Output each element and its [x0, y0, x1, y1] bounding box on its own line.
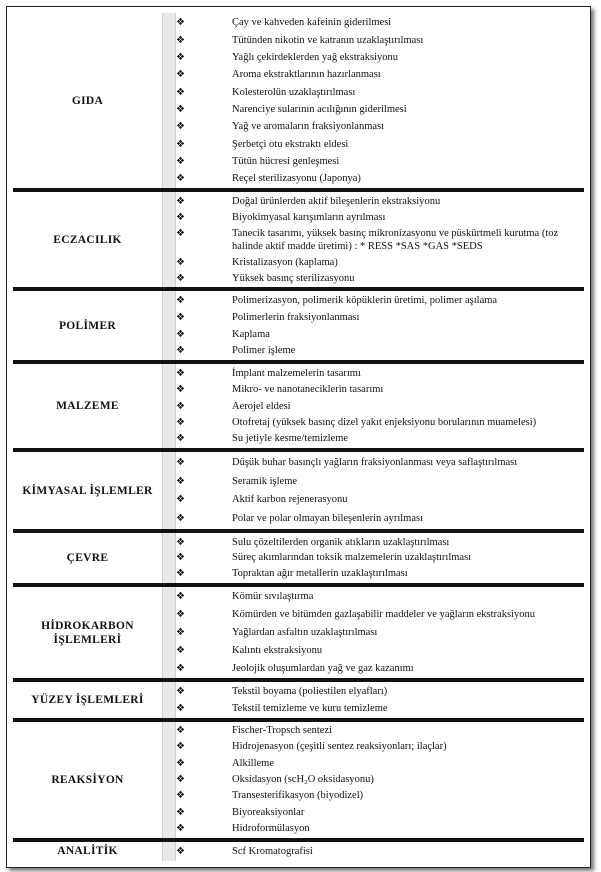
diamond-bullet-icon: ❖	[176, 367, 185, 379]
item-list	[176, 452, 584, 529]
diamond-bullet-icon: ❖	[176, 741, 185, 753]
diamond-bullet-icon: ❖	[176, 384, 185, 396]
diamond-bullet-icon: ❖	[176, 686, 185, 698]
diamond-bullet-icon: ❖	[176, 69, 185, 81]
diamond-bullet-icon: ❖	[176, 513, 185, 525]
item-text: Topraktan ağır metallerin uzaklaştırılması	[232, 568, 408, 580]
column-divider	[162, 452, 176, 529]
item-text: Narenciye sularının acılığının giderilmesi	[232, 103, 407, 115]
item-list	[176, 682, 584, 717]
list-item	[176, 724, 584, 737]
list-item	[176, 51, 584, 64]
list-item	[176, 311, 584, 324]
diamond-bullet-icon: ❖	[176, 494, 185, 506]
item-text: Çay ve kahveden kafeinin giderilmesi	[232, 17, 392, 29]
diamond-bullet-icon: ❖	[176, 757, 185, 769]
table-row	[13, 13, 584, 188]
category-label: YÜZEY İŞLEMLERİ	[31, 693, 144, 706]
diamond-bullet-icon: ❖	[176, 627, 185, 639]
list-item	[176, 172, 584, 185]
list-item	[176, 328, 584, 341]
list-item	[176, 227, 584, 253]
list-item	[176, 685, 584, 698]
list-item	[176, 155, 584, 168]
diamond-bullet-icon: ❖	[176, 591, 185, 603]
list-item	[176, 16, 584, 29]
diamond-bullet-icon: ❖	[176, 725, 185, 737]
item-text: Kömürden ve bitümden gazlaşabilir maddeler ve yağların ekstraksiyonu	[232, 609, 535, 621]
diamond-bullet-icon: ❖	[176, 173, 185, 185]
diamond-bullet-icon: ❖	[176, 552, 185, 564]
diamond-bullet-icon: ❖	[176, 211, 185, 223]
diamond-bullet-icon: ❖	[176, 17, 185, 29]
list-item	[176, 773, 584, 786]
list-item	[176, 662, 584, 675]
diamond-bullet-icon: ❖	[176, 806, 185, 818]
diamond-bullet-icon: ❖	[176, 311, 185, 323]
list-item	[176, 272, 584, 285]
category-label: MALZEME	[56, 400, 119, 413]
diamond-bullet-icon: ❖	[176, 227, 185, 239]
list-item	[176, 845, 584, 858]
item-list	[176, 533, 584, 583]
list-item	[176, 400, 584, 413]
item-text: Seramik işleme	[232, 475, 298, 487]
item-text: Tekstil boyama (poliestilen elyafları)	[232, 686, 388, 698]
diamond-bullet-icon: ❖	[176, 568, 185, 580]
item-text: Biyoreaksiyonlar	[232, 806, 305, 818]
diamond-bullet-icon: ❖	[176, 272, 185, 284]
list-item	[176, 68, 584, 81]
item-text: Aroma ekstraktlarının hazırlanması	[232, 69, 381, 81]
list-item	[176, 34, 584, 47]
diamond-bullet-icon: ❖	[176, 86, 185, 98]
item-text: Yağ ve aromaların fraksiyonlanması	[232, 121, 385, 133]
item-text: Doğal ürünlerden aktif bileşenlerin ekstraksiyonu	[232, 195, 441, 207]
item-text: Tütün hücresi genleşmesi	[232, 155, 340, 167]
list-item	[176, 195, 584, 208]
list-item	[176, 702, 584, 715]
diamond-bullet-icon: ❖	[176, 138, 185, 150]
item-text: Süreç akımlarından toksik malzemelerin uzaklaştırılması	[232, 552, 472, 564]
diamond-bullet-icon: ❖	[176, 416, 185, 428]
item-text: Şerbetçi otu ekstraktı eldesi	[232, 138, 349, 150]
item-text: Biyokimyasal karışımların ayrılması	[232, 211, 386, 223]
list-item	[176, 789, 584, 802]
list-item	[176, 294, 584, 307]
diamond-bullet-icon: ❖	[176, 456, 185, 468]
item-text: Kolesterolün uzaklaştırılması	[232, 86, 356, 98]
table-row	[13, 838, 584, 862]
list-item	[176, 551, 584, 564]
diamond-bullet-icon: ❖	[176, 790, 185, 802]
item-text: Tekstil temizleme ve kuru temizleme	[232, 702, 388, 714]
table-row	[13, 287, 584, 360]
diamond-bullet-icon: ❖	[176, 345, 185, 357]
item-text: Transesterifikasyon (biyodizel)	[232, 790, 364, 802]
item-text: Yüksek basınç sterilizasyonu	[232, 272, 355, 284]
item-text: Yağlardan asfaltın uzaklaştırılması	[232, 627, 378, 639]
item-text: Su jetiyle kesme/temizleme	[232, 433, 349, 445]
table-row	[13, 448, 584, 529]
table-row	[13, 360, 584, 448]
item-list	[176, 192, 584, 287]
item-text: Oksidasyon (scH₂O oksidasyonu)	[232, 773, 374, 785]
item-text: Mikro- ve nanotaneciklerin tasarımı	[232, 384, 384, 396]
list-item	[176, 590, 584, 603]
list-item	[176, 608, 584, 621]
list-item	[176, 86, 584, 99]
table-row	[13, 529, 584, 583]
diamond-bullet-icon: ❖	[176, 34, 185, 46]
list-item	[176, 644, 584, 657]
item-text: Jeolojik oluşumlardan yağ ve gaz kazanımı	[232, 662, 414, 674]
table-row	[13, 718, 584, 838]
list-item	[176, 344, 584, 357]
diamond-bullet-icon: ❖	[176, 662, 185, 674]
category-label: ÇEVRE	[66, 551, 109, 564]
column-divider	[162, 13, 176, 188]
item-text: Kristalizasyon (kaplama)	[232, 256, 338, 268]
list-item	[176, 367, 584, 380]
diamond-bullet-icon: ❖	[176, 195, 185, 207]
list-item	[176, 822, 584, 835]
category-label: POLİMER	[58, 319, 117, 332]
column-divider	[162, 364, 176, 448]
diamond-bullet-icon: ❖	[176, 328, 185, 340]
diamond-bullet-icon: ❖	[176, 294, 185, 306]
list-item	[176, 512, 584, 525]
list-item	[176, 211, 584, 224]
item-text: Tanecik tasarımı, yüksek basınç mikronizasyonu ve püskürtmeli kurutma (toz halinde aktif madde üretimi) : * RESS *SAS *GAS *SEDS	[232, 227, 559, 252]
list-item	[176, 138, 584, 151]
item-text: Kömür sıvılaştırma	[232, 591, 314, 603]
item-text: Tütünden nikotin ve katranın uzaklaştırılması	[232, 34, 424, 46]
list-item	[176, 626, 584, 639]
item-text: Polimer işleme	[232, 345, 296, 357]
column-divider	[162, 192, 176, 287]
list-item	[176, 416, 584, 429]
list-item	[176, 536, 584, 549]
item-list	[176, 13, 584, 188]
category-label: HİDROKARBON İŞLEMLERİ	[41, 619, 134, 646]
diamond-bullet-icon: ❖	[176, 702, 185, 714]
diamond-bullet-icon: ❖	[176, 645, 185, 656]
diamond-bullet-icon: ❖	[176, 155, 185, 167]
diamond-bullet-icon: ❖	[176, 845, 185, 857]
diamond-bullet-icon: ❖	[176, 121, 185, 133]
item-text: Yağlı çekirdeklerden yağ ekstraksiyonu	[232, 51, 399, 63]
category-label: ANALİTİK	[57, 845, 118, 858]
column-divider	[162, 291, 176, 360]
diamond-bullet-icon: ❖	[176, 400, 185, 412]
item-text: Hidroformülasyon	[232, 822, 310, 834]
table-frame	[6, 6, 591, 868]
item-text: Polar ve polar olmayan bileşenlerin ayrılması	[232, 513, 423, 525]
list-item	[176, 475, 584, 488]
item-text: Aerojel eldesi	[232, 400, 291, 412]
item-text: İmplant malzemelerin tasarımı	[232, 367, 361, 379]
item-text: Polimerlerin fraksiyonlanması	[232, 311, 360, 323]
column-divider	[162, 682, 176, 717]
list-item	[176, 256, 584, 269]
table-row	[13, 678, 584, 717]
table-row	[13, 583, 584, 679]
item-text: Kaplama	[232, 328, 270, 340]
category-label: GIDA	[71, 94, 104, 107]
list-item	[176, 757, 584, 770]
diamond-bullet-icon: ❖	[176, 536, 185, 548]
diamond-bullet-icon: ❖	[176, 433, 185, 445]
item-list	[176, 364, 584, 448]
category-label: ECZACILIK	[53, 233, 122, 246]
list-item	[176, 383, 584, 396]
list-item	[176, 456, 584, 469]
item-text: Polimerizasyon, polimerik köpüklerin üretimi, polimer aşılama	[232, 294, 498, 306]
item-text: Fischer-Tropsch sentezi	[232, 725, 333, 737]
item-list	[176, 291, 584, 360]
list-item	[176, 103, 584, 116]
column-divider	[162, 722, 176, 838]
item-text: Otofretaj (yüksek basınç dizel yakıt enjeksiyonu borularının muamelesi)	[232, 416, 537, 428]
applications-table	[13, 13, 584, 861]
item-list	[176, 722, 584, 838]
list-item	[176, 432, 584, 445]
list-item	[176, 120, 584, 133]
item-text: Kalıntı ekstraksiyonu	[232, 645, 323, 656]
item-list	[176, 587, 584, 679]
category-label: KİMYASAL İŞLEMLER	[22, 484, 153, 497]
diamond-bullet-icon: ❖	[176, 256, 185, 268]
item-text: Hidrojenasyon (çeşitli sentez reaksiyonları; ilaçlar)	[232, 741, 447, 753]
diamond-bullet-icon: ❖	[176, 773, 185, 785]
item-text: Alkilleme	[232, 757, 274, 769]
column-divider	[162, 587, 176, 679]
item-text: Reçel sterilizasyonu (Japonya)	[232, 173, 361, 185]
item-text: Sulu çözeltilerden organik atıkların uzaklaştırılması	[232, 536, 450, 548]
table-row	[13, 188, 584, 287]
category-label: REAKSİYON	[51, 773, 124, 786]
item-list	[176, 842, 584, 862]
list-item	[176, 567, 584, 580]
item-text: Düşük buhar basınçlı yağların fraksiyonlanması veya saflaştırılması	[232, 456, 518, 468]
item-text: Scf Kromatografisi	[232, 845, 313, 857]
item-text: Aktif karbon rejenerasyonu	[232, 494, 348, 506]
diamond-bullet-icon: ❖	[176, 822, 185, 834]
diamond-bullet-icon: ❖	[176, 475, 185, 487]
diamond-bullet-icon: ❖	[176, 51, 185, 63]
list-item	[176, 493, 584, 506]
column-divider	[162, 533, 176, 583]
list-item	[176, 740, 584, 753]
diamond-bullet-icon: ❖	[176, 609, 185, 621]
column-divider	[162, 842, 176, 862]
list-item	[176, 806, 584, 819]
diamond-bullet-icon: ❖	[176, 103, 185, 115]
